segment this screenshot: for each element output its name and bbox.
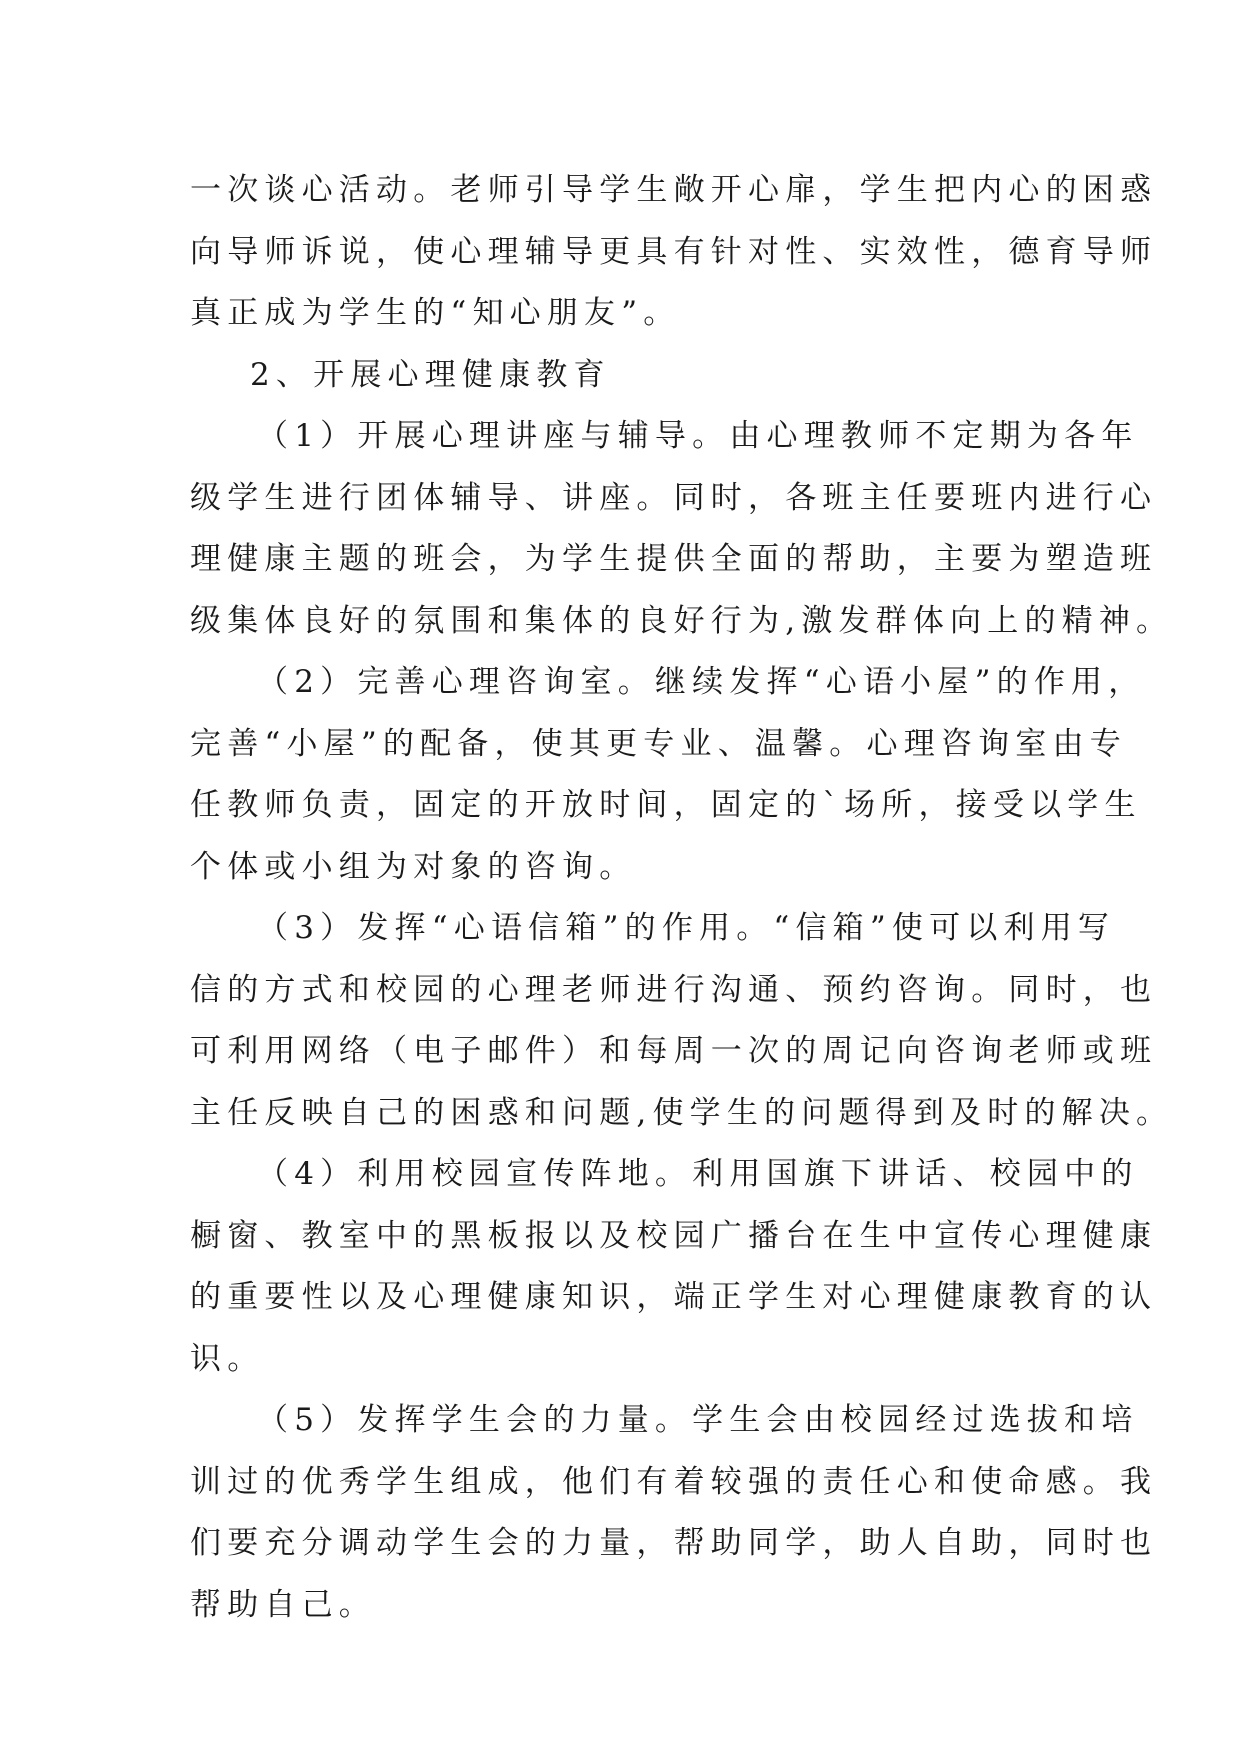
section-heading: 2、开展心理健康教育: [250, 356, 611, 393]
text-line: 真正成为学生的“知心朋友”。: [190, 295, 681, 331]
text-line: 向导师诉说，使心理辅导更具有针对性、实效性，德育导师: [190, 233, 1158, 270]
text-line: 任教师负责，固定的开放时间，固定的`场所，接受以学生: [190, 787, 1142, 823]
text-line: （1）开展心理讲座与辅导。由心理教师不定期为各年: [257, 418, 1139, 454]
text-line: 帮助自己。: [190, 1586, 376, 1623]
text-line: 识。: [190, 1340, 265, 1377]
text-line: 训过的优秀学生组成，他们有着较强的责任心和使命感。我: [190, 1463, 1158, 1500]
text-line: （2）完善心理咨询室。继续发挥“心语小屋”的作用，: [257, 664, 1146, 700]
text-line: 可利用网络（电子邮件）和每周一次的周记向咨询老师或班: [190, 1033, 1158, 1069]
document-body: [190, 160, 1174, 1636]
text-line: （4）利用校园宣传阵地。利用国旗下讲话、校园中的: [257, 1156, 1139, 1192]
text-line: 理健康主题的班会，为学生提供全面的帮助，主要为塑造班: [190, 541, 1158, 577]
text-line: 主任反映自己的困惑和问题,使学生的问题得到及时的解决。: [190, 1094, 1174, 1131]
text-line: 一次谈心活动。老师引导学生敞开心扉，学生把内心的困惑: [190, 172, 1158, 208]
text-line: 的重要性以及心理健康知识，端正学生对心理健康教育的认: [190, 1279, 1158, 1315]
text-line: 级集体良好的氛围和集体的良好行为,激发群体向上的精神。: [190, 602, 1174, 639]
text-line: 完善“小屋”的配备，使其更专业、温馨。心理咨询室由专: [190, 725, 1127, 762]
text-line: 级学生进行团体辅导、讲座。同时，各班主任要班内进行心: [190, 479, 1158, 516]
text-line: 橱窗、教室中的黑板报以及校园广播台在生中宣传心理健康: [190, 1217, 1158, 1254]
text-line: 个体或小组为对象的咨询。: [190, 848, 637, 885]
text-line: 信的方式和校园的心理老师进行沟通、预约咨询。同时，也: [190, 971, 1158, 1008]
text-line: （3）发挥“心语信箱”的作用。“信箱”使可以利用写: [257, 910, 1116, 946]
text-line: （5）发挥学生会的力量。学生会由校园经过选拔和培: [257, 1402, 1139, 1438]
text-line: 们要充分调动学生会的力量，帮助同学，助人自助，同时也: [190, 1525, 1158, 1561]
